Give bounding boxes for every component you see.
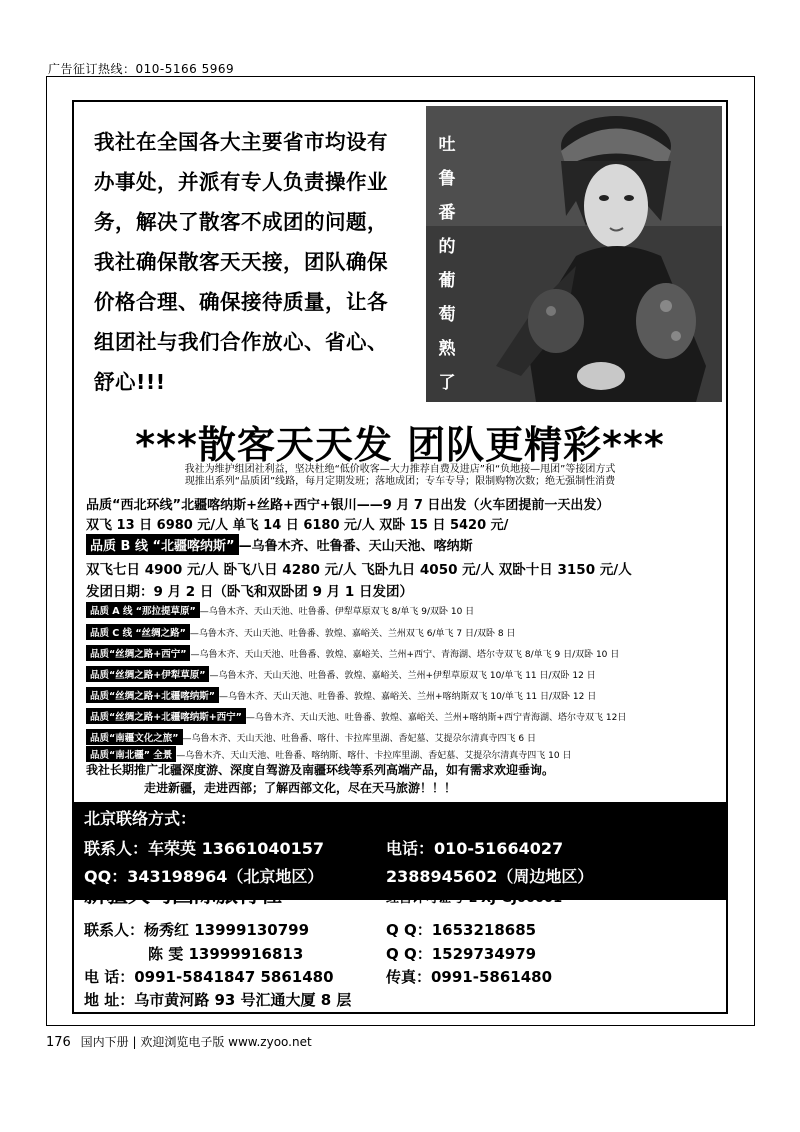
portrait-illustration	[426, 106, 722, 402]
b-line-dates: 发团日期：9 月 2 日（卧飞和双卧团 9 月 1 日发团）	[86, 584, 413, 600]
beijing-qq-2: 2388945602（周边地区）	[386, 867, 594, 886]
company-address: 地 址：乌市黄河路 93 号汇通大厦 8 层	[84, 991, 352, 1009]
beijing-contact-person: 联系人：车荣英 13661040157	[84, 839, 325, 858]
license-number: 经营许可证号 L-XJ-GJ00001	[386, 891, 563, 906]
ad-hotline: 广告征订热线：010-5166 5969	[48, 62, 235, 76]
b-line-tag: 品质 B 线 “北疆喀纳斯”	[86, 534, 239, 555]
beijing-qq-1: QQ：343198964（北京地区）	[84, 867, 324, 886]
company-tel: 电 话：0991-5841847 5861480	[84, 968, 334, 986]
caption-char: 了	[438, 373, 456, 393]
beijing-phone: 电话：010-51664027	[386, 839, 564, 858]
uyghur-girl-photo	[426, 106, 722, 402]
b-line-prices: 双飞七日 4900 元/人 卧飞八日 4280 元/人 飞卧九日 4050 元/人 双卧十日 3150 元/人	[86, 562, 632, 578]
product-tag: 品质“南疆文化之旅”	[86, 729, 183, 745]
product-row	[86, 729, 536, 745]
promo-line: 我社长期推广北疆深度游、深度自驾游及南疆环线等系列高端产品，如有需求欢迎垂询。	[86, 763, 555, 777]
product-tag: 品质“南北疆” 全景	[86, 746, 176, 762]
intro-line: 舒心!!!	[94, 370, 166, 394]
promo-slogan: 走进新疆，走进西部；了解西部文化，尽在天马旅游！！！	[144, 781, 457, 795]
caption-char: 鲁	[438, 169, 456, 189]
product-tag: 品质 C 线 “丝绸之路”	[86, 624, 190, 640]
northwest-loop-prices: 双飞 13 日 6980 元/人 单飞 14 日 6180 元/人 双卧 15 日 5420 元/	[86, 518, 509, 533]
product-tag: 品质“丝绸之路+伊犁草原”	[86, 666, 209, 682]
company-qq-2: Q Q：1529734979	[386, 945, 537, 963]
product-route: —乌鲁木齐、天山天池、吐鲁番、敦煌、嘉峪关、兰州+西宁、青海湖、塔尔寺双飞 8/单飞 9 日/双卧 10 日	[190, 650, 620, 660]
product-route: —乌鲁木齐、天山天池、吐鲁番、敦煌、嘉峪关、兰州+喀纳斯+西宁青海湖、塔尔寺双飞 12日	[245, 713, 627, 723]
product-row	[86, 624, 515, 640]
product-route: —乌鲁木齐、天山天池、吐鲁番、敦煌、嘉峪关、兰州双飞 6/单飞 7 日/双卧 8 日	[189, 629, 516, 639]
product-route: —乌鲁木齐、天山天池、吐鲁番、伊犁草原双飞 8/单飞 9/双卧 10 日	[199, 607, 475, 617]
product-route: —乌鲁木齐、天山天池、吐鲁番、敦煌、嘉峪关、兰州+喀纳斯双飞 10/单飞 11 日/双卧 12 日	[218, 692, 597, 702]
product-row	[86, 645, 619, 661]
caption-char: 熟	[438, 339, 456, 359]
company-contact-1: 联系人：杨秀红 13999130799	[84, 921, 310, 939]
product-tag: 品质“丝绸之路+北疆喀纳斯+西宁”	[86, 708, 246, 724]
caption-char: 吐	[438, 135, 456, 155]
product-tag: 品质“丝绸之路+西宁”	[86, 645, 190, 661]
product-route: —乌鲁木齐、天山天池、吐鲁番、喀纳斯、喀什、卡拉库里湖、香妃墓、艾提尕尔清真寺四飞 10 日	[176, 751, 572, 761]
product-route: —乌鲁木齐、天山天池、吐鲁番、喀什、卡拉库里湖、香妃墓、艾提尕尔清真寺四飞 6 日	[182, 734, 536, 744]
intro-line: 我社确保散客天天接，团队确保	[94, 250, 388, 274]
product-row	[86, 708, 626, 724]
page-footer	[46, 1033, 312, 1050]
policy-line: 现推出系列“品质团”线路，每月定期发班；落地成团；专车专导；限制购物次数；绝无强制性消费	[184, 476, 616, 487]
travel-ad	[72, 100, 728, 1014]
caption-char: 番	[438, 203, 456, 223]
policy-line: 我社为维护组团社利益，坚决杜绝“低价收客—大力推荐自费及进店”和“负地接—甩团”等接团方式	[184, 464, 616, 475]
headline: ***散客天天发 团队更精彩***	[135, 423, 665, 467]
northwest-loop-line: 品质“西北环线”北疆喀纳斯+丝路+西宁+银川——9 月 7 日出发（火车团提前一天出发）	[86, 498, 610, 513]
company-qq-1: Q Q：1653218685	[386, 921, 537, 939]
product-row	[86, 666, 596, 682]
caption-char: 的	[438, 237, 456, 257]
policy-text	[74, 464, 726, 488]
company-fax: 传真：0991-5861480	[386, 968, 553, 986]
caption-char: 葡	[438, 271, 456, 291]
b-line-row	[86, 534, 473, 555]
product-tag: 品质 A 线 “那拉提草原”	[86, 602, 200, 618]
product-row	[86, 602, 474, 618]
product-tag: 品质“丝绸之路+北疆喀纳斯”	[86, 687, 219, 703]
product-row	[86, 746, 571, 762]
company-name: 新疆天马国际旅行社	[84, 883, 283, 908]
intro-line: 办事处，并派有专人负责操作业	[94, 170, 388, 194]
footer-text: 国内下册 | 欢迎浏览电子版 www.zyoo.net	[80, 1035, 312, 1049]
photo-caption	[436, 128, 458, 400]
company-contact-2: 陈 雯 13999916813	[148, 945, 304, 963]
intro-text	[94, 122, 414, 402]
intro-line: 我社在全国各大主要省市均设有	[94, 130, 388, 154]
product-row	[86, 687, 596, 703]
page-number: 176	[46, 1035, 71, 1050]
intro-line: 组团社与我们合作放心、省心、	[94, 330, 388, 354]
product-route: —乌鲁木齐、天山天池、吐鲁番、敦煌、嘉峪关、兰州+伊犁草原双飞 10/单飞 11 日/双卧 12 日	[209, 671, 596, 681]
beijing-title: 北京联络方式：	[84, 809, 197, 828]
caption-char: 萄	[438, 305, 456, 325]
intro-line: 价格合理、确保接待质量，让各	[94, 290, 388, 314]
b-line-route: —乌鲁木齐、吐鲁番、天山天池、喀纳斯	[238, 539, 473, 554]
intro-line: 务，解决了散客不成团的问题，	[94, 210, 388, 234]
